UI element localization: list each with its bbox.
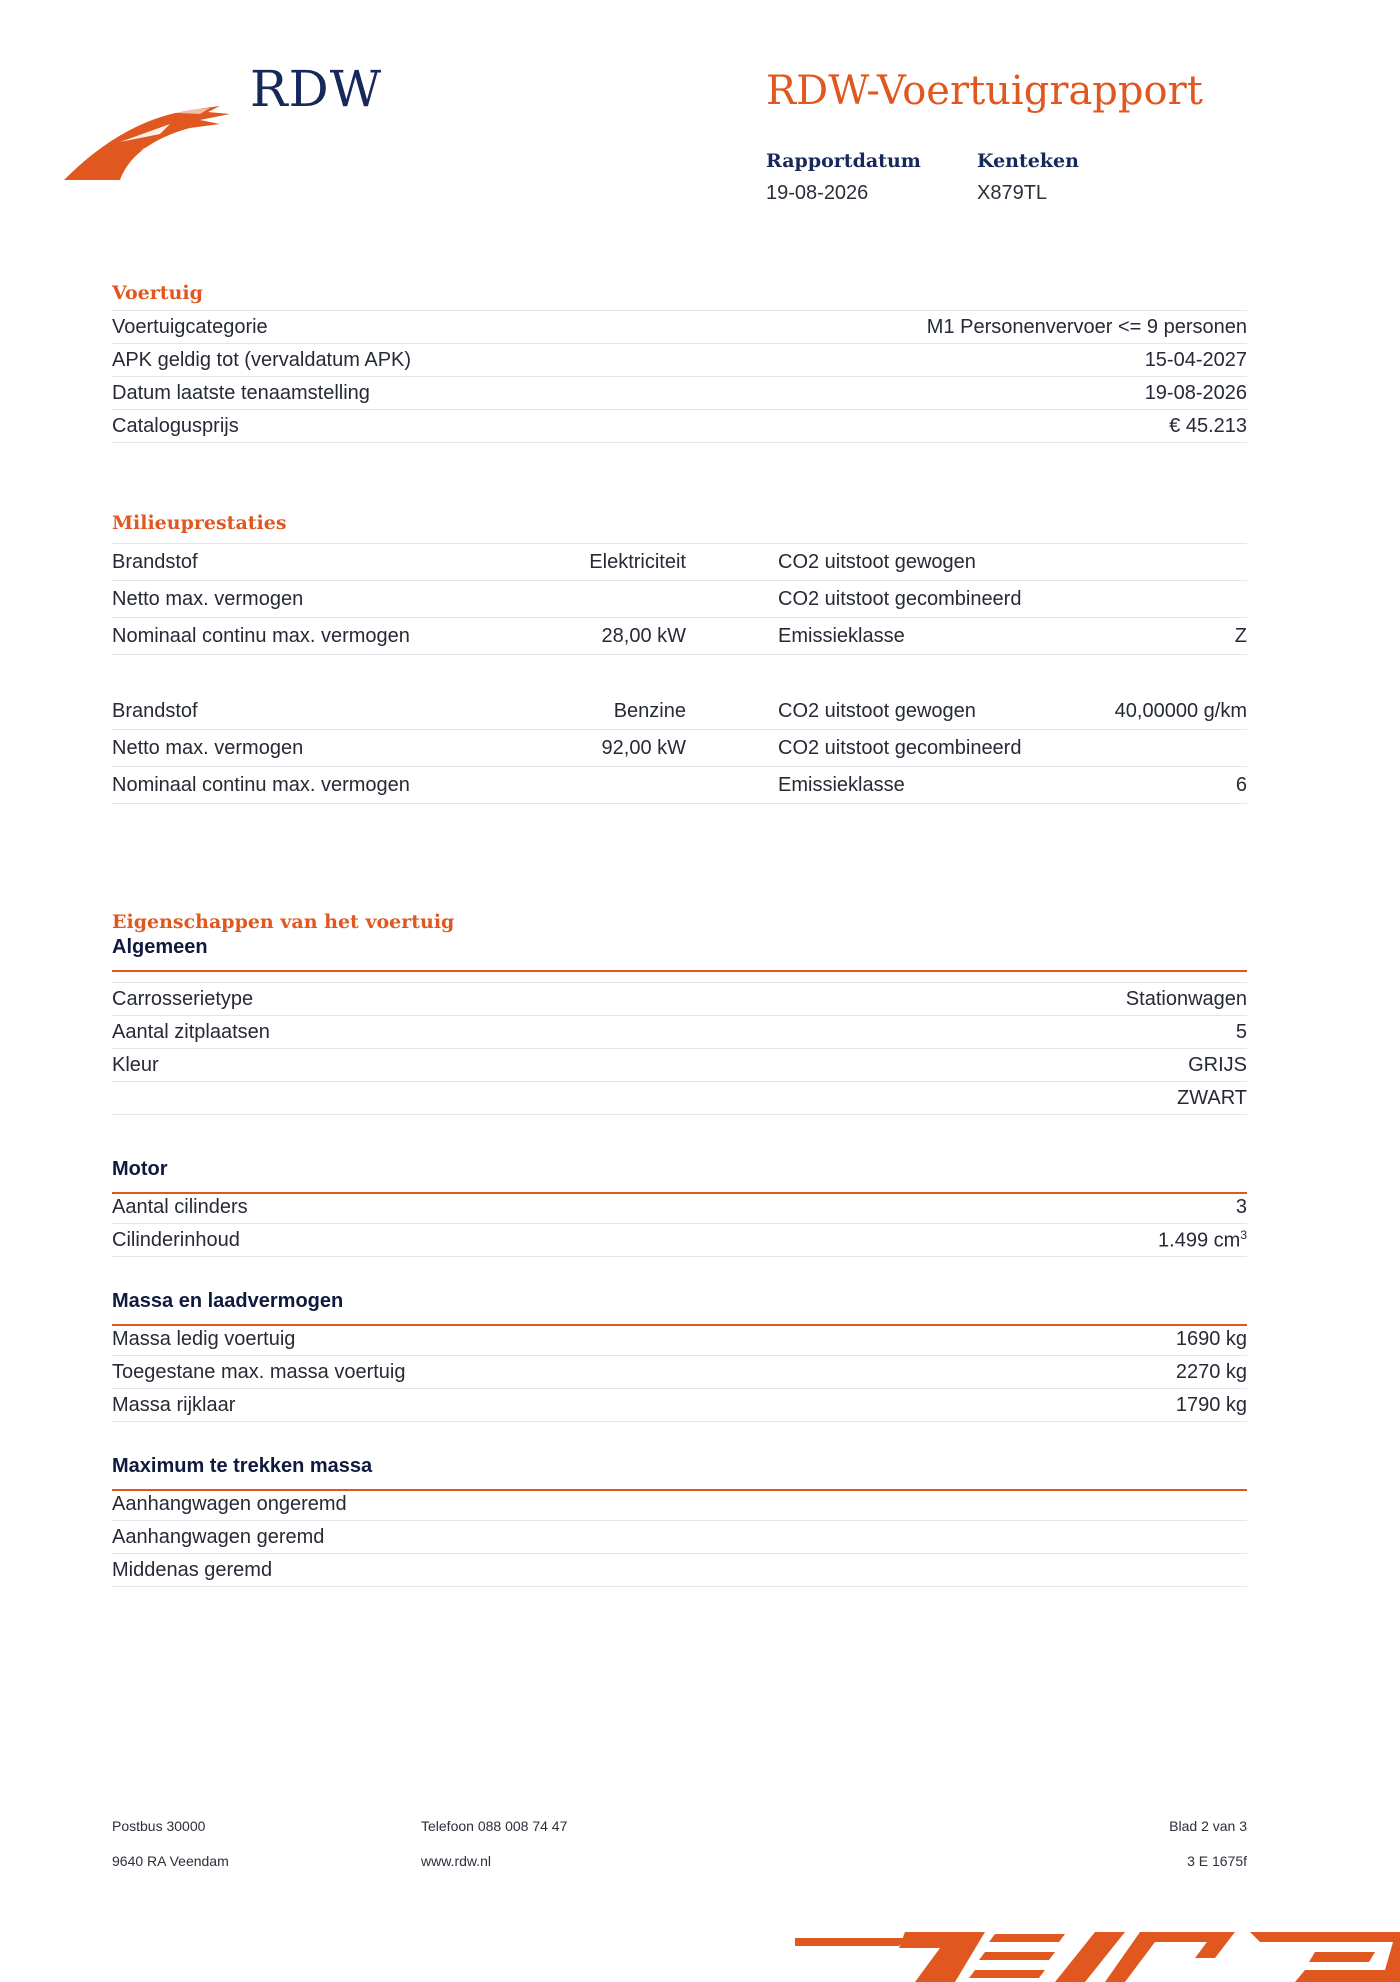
- row-label: Kleur: [112, 1053, 159, 1076]
- voertuig-table: [112, 310, 1247, 443]
- cell-label: Brandstof: [112, 699, 198, 722]
- table-row: [112, 1389, 1247, 1422]
- license-plate-label: Kenteken: [977, 150, 1079, 172]
- table-row: [112, 1554, 1247, 1587]
- row-value: 5: [1235, 1020, 1247, 1043]
- license-plate-value: X879TL: [977, 182, 1048, 204]
- milieu-table-benzine: [112, 693, 1247, 804]
- footer-address-line1: Postbus 30000: [112, 1818, 206, 1834]
- cell-value: 6: [1235, 773, 1247, 796]
- table-row: [112, 693, 1247, 730]
- table-row: [112, 1049, 1247, 1082]
- table-row: [112, 767, 1247, 804]
- cell-label: Nominaal continu max. vermogen: [112, 773, 410, 796]
- cell-label: Nominaal continu max. vermogen: [112, 624, 410, 647]
- row-label: Voertuigcategorie: [112, 315, 268, 338]
- report-date-value: 19-08-2026: [766, 182, 869, 204]
- license-plate-block: [977, 150, 1079, 205]
- row-value: € 45.213: [1169, 414, 1247, 437]
- report-date-block: [766, 150, 921, 205]
- table-row: [112, 1224, 1247, 1257]
- report-date-label: Rapportdatum: [766, 150, 921, 172]
- unit-superscript: 3: [1240, 1227, 1247, 1242]
- row-label: Aanhangwagen ongeremd: [112, 1492, 347, 1515]
- milieu-table-electric: [112, 543, 1247, 655]
- table-row: [112, 344, 1247, 377]
- subsection-algemeen-heading: Algemeen: [112, 936, 1247, 972]
- table-row: [112, 1191, 1247, 1224]
- table-row: [112, 311, 1247, 344]
- table-row: [112, 983, 1247, 1016]
- cell-value: 40,00000 g/km: [1114, 699, 1247, 722]
- footer-address-line2: 9640 RA Veendam: [112, 1853, 229, 1869]
- table-row: [112, 581, 1247, 618]
- row-label: Cilinderinhoud: [112, 1228, 240, 1251]
- table-row: [112, 377, 1247, 410]
- cell-value: Elektriciteit: [589, 550, 686, 573]
- cell-label: CO2 uitstoot gewogen: [778, 699, 976, 722]
- row-label: Toegestane max. massa voertuig: [112, 1360, 406, 1383]
- cell-label: CO2 uitstoot gecombineerd: [778, 587, 1022, 610]
- table-row: [112, 730, 1247, 767]
- row-value: ZWART: [1177, 1086, 1247, 1109]
- algemeen-table: [112, 982, 1247, 1115]
- footer-website-link[interactable]: www.rdw.nl: [421, 1853, 492, 1869]
- trekken-table: [112, 1488, 1247, 1587]
- footer-phone: Telefoon 088 008 74 47: [421, 1818, 568, 1834]
- footer-document-code: 3 E 1675f: [1187, 1853, 1247, 1869]
- table-row: [112, 1323, 1247, 1356]
- table-row: [112, 1488, 1247, 1521]
- cell-value: Benzine: [613, 699, 686, 722]
- footer-stripes-decoration-icon: [795, 1918, 1400, 1982]
- footer-page-number: Blad 2 van 3: [1169, 1818, 1247, 1834]
- table-row: [112, 410, 1247, 443]
- row-label: Aantal zitplaatsen: [112, 1020, 270, 1043]
- row-label: APK geldig tot (vervaldatum APK): [112, 348, 412, 371]
- row-value: Stationwagen: [1125, 987, 1247, 1010]
- rdw-bird-logo-icon: [60, 84, 240, 184]
- row-value: 1690 kg: [1175, 1327, 1247, 1350]
- cell-label: Emissieklasse: [778, 773, 905, 796]
- row-label: Aantal cilinders: [112, 1195, 248, 1218]
- section-eigenschappen-heading: Eigenschappen van het voertuig: [112, 911, 455, 933]
- row-value: 3: [1235, 1195, 1247, 1218]
- subsection-motor-heading: Motor: [112, 1158, 1247, 1194]
- rdw-logo: [60, 60, 390, 180]
- row-value: 2270 kg: [1175, 1360, 1247, 1383]
- row-label: Aanhangwagen geremd: [112, 1525, 325, 1548]
- row-value: 15-04-2027: [1144, 348, 1247, 371]
- row-value: 1790 kg: [1175, 1393, 1247, 1416]
- section-voertuig-heading: Voertuig: [112, 282, 203, 304]
- table-row: [112, 544, 1247, 581]
- cell-value: 92,00 kW: [601, 736, 686, 759]
- row-label: Datum laatste tenaamstelling: [112, 381, 370, 404]
- row-value: 19-08-2026: [1144, 381, 1247, 404]
- row-label: Carrosserietype: [112, 987, 254, 1010]
- row-value: 1.499 cm: [1158, 1229, 1241, 1252]
- cell-label: Netto max. vermogen: [112, 587, 304, 610]
- motor-table: [112, 1191, 1247, 1257]
- table-row: [112, 1521, 1247, 1554]
- subsection-massa-heading: Massa en laadvermogen: [112, 1290, 1247, 1326]
- report-title: RDW-Voertuigrapport: [766, 68, 1203, 114]
- cell-value: Z: [1234, 624, 1247, 647]
- cell-label: CO2 uitstoot gewogen: [778, 550, 976, 573]
- logo-text: RDW: [250, 60, 383, 118]
- table-row: [112, 1082, 1247, 1115]
- cell-label: Emissieklasse: [778, 624, 905, 647]
- section-milieu-heading: Milieuprestaties: [112, 512, 287, 534]
- table-row: [112, 618, 1247, 655]
- row-value: M1 Personenvervoer <= 9 personen: [926, 315, 1247, 338]
- row-label: Middenas geremd: [112, 1558, 273, 1581]
- cell-label: Netto max. vermogen: [112, 736, 304, 759]
- row-value-with-unit: [1158, 1228, 1247, 1253]
- cell-value: 28,00 kW: [601, 624, 686, 647]
- table-row: [112, 1016, 1247, 1049]
- row-value: GRIJS: [1188, 1053, 1247, 1076]
- subsection-trekken-heading: Maximum te trekken massa: [112, 1455, 1247, 1491]
- cell-label: CO2 uitstoot gecombineerd: [778, 736, 1022, 759]
- cell-label: Brandstof: [112, 550, 198, 573]
- row-label: Massa ledig voertuig: [112, 1327, 296, 1350]
- row-label: Massa rijklaar: [112, 1393, 236, 1416]
- massa-table: [112, 1323, 1247, 1422]
- row-label: Catalogusprijs: [112, 414, 239, 437]
- table-row: [112, 1356, 1247, 1389]
